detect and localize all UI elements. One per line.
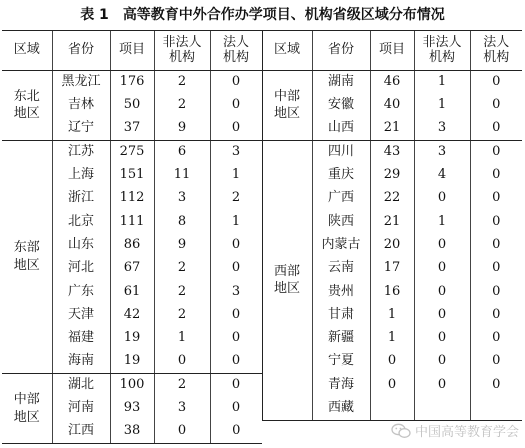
projects-cell: 38 <box>110 420 154 443</box>
projects-cell: 275 <box>110 140 154 163</box>
legal-cell: 0 <box>210 327 262 350</box>
projects-cell: 37 <box>110 117 154 140</box>
province-cell: 山东 <box>52 234 110 257</box>
watermark <box>391 421 519 440</box>
projects-cell: 0 <box>370 374 414 397</box>
non-legal-cell: 3 <box>154 397 210 420</box>
province-cell: 北京 <box>52 210 110 233</box>
projects-cell: 17 <box>370 257 414 280</box>
non-legal-cell: 1 <box>414 71 470 94</box>
projects-cell: 16 <box>370 280 414 303</box>
projects-cell: 176 <box>110 71 154 94</box>
header-region: 区域 <box>262 31 312 71</box>
legal-cell: 1 <box>210 210 262 233</box>
legal-cell <box>470 397 522 420</box>
non-legal-cell: 0 <box>414 374 470 397</box>
legal-cell: 0 <box>210 234 262 257</box>
legal-cell: 0 <box>210 397 262 420</box>
table-number: 表 1 <box>80 6 109 23</box>
non-legal-cell: 0 <box>414 327 470 350</box>
projects-cell: 42 <box>110 304 154 327</box>
province-cell: 山西 <box>312 117 370 140</box>
non-legal-cell: 2 <box>154 71 210 94</box>
header-legal: 法人 机构 <box>470 31 522 71</box>
projects-cell: 19 <box>110 350 154 373</box>
non-legal-cell: 2 <box>154 304 210 327</box>
non-legal-cell: 0 <box>154 420 210 443</box>
non-legal-cell: 3 <box>414 117 470 140</box>
legal-cell: 0 <box>470 164 522 187</box>
region-cell: 东北 地区 <box>2 71 52 141</box>
projects-cell <box>370 397 414 420</box>
legal-cell: 0 <box>470 304 522 327</box>
non-legal-cell: 8 <box>154 210 210 233</box>
projects-cell: 86 <box>110 234 154 257</box>
legal-cell: 0 <box>470 117 522 140</box>
province-cell: 内蒙古 <box>312 234 370 257</box>
projects-cell: 1 <box>370 327 414 350</box>
legal-cell: 0 <box>210 374 262 397</box>
projects-cell: 0 <box>370 350 414 373</box>
legal-cell: 0 <box>210 257 262 280</box>
table-caption <box>0 0 525 27</box>
projects-cell: 151 <box>110 164 154 187</box>
table-row <box>2 71 522 94</box>
province-cell: 广西 <box>312 187 370 210</box>
legal-cell: 0 <box>470 350 522 373</box>
projects-cell: 21 <box>370 117 414 140</box>
non-legal-cell: 0 <box>414 257 470 280</box>
projects-cell: 67 <box>110 257 154 280</box>
projects-cell: 40 <box>370 94 414 117</box>
legal-cell: 0 <box>470 140 522 163</box>
projects-cell: 29 <box>370 164 414 187</box>
province-cell: 福建 <box>52 327 110 350</box>
non-legal-cell: 9 <box>154 117 210 140</box>
table-row <box>2 140 522 163</box>
legal-cell: 0 <box>210 117 262 140</box>
non-legal-cell: 0 <box>414 304 470 327</box>
region-cell: 东部 地区 <box>2 140 52 373</box>
legal-cell: 0 <box>210 71 262 94</box>
non-legal-cell: 9 <box>154 234 210 257</box>
province-cell: 青海 <box>312 374 370 397</box>
province-cell: 安徽 <box>312 94 370 117</box>
province-cell: 湖北 <box>52 374 110 397</box>
legal-cell: 0 <box>470 187 522 210</box>
province-cell: 辽宁 <box>52 117 110 140</box>
region-cell: 西部 地区 <box>262 140 312 420</box>
legal-cell: 2 <box>210 187 262 210</box>
projects-cell: 43 <box>370 140 414 163</box>
non-legal-cell: 1 <box>154 327 210 350</box>
province-cell: 黑龙江 <box>52 71 110 94</box>
non-legal-cell: 2 <box>154 280 210 303</box>
header-non-legal: 非法人 机构 <box>154 31 210 71</box>
province-cell: 浙江 <box>52 187 110 210</box>
province-cell: 海南 <box>52 350 110 373</box>
projects-cell: 111 <box>110 210 154 233</box>
province-cell: 河南 <box>52 397 110 420</box>
region-cell: 中部 地区 <box>262 71 312 141</box>
province-cell: 西藏 <box>312 397 370 420</box>
wechat-icon <box>391 423 411 439</box>
header-region: 区域 <box>2 31 52 71</box>
non-legal-cell: 3 <box>154 187 210 210</box>
legal-cell: 1 <box>210 164 262 187</box>
non-legal-cell: 2 <box>154 257 210 280</box>
non-legal-cell: 3 <box>414 140 470 163</box>
projects-cell: 112 <box>110 187 154 210</box>
legal-cell: 0 <box>470 71 522 94</box>
province-cell: 重庆 <box>312 164 370 187</box>
province-cell: 四川 <box>312 140 370 163</box>
legal-cell: 0 <box>470 374 522 397</box>
legal-cell: 0 <box>210 304 262 327</box>
header-projects: 项目 <box>370 31 414 71</box>
header-legal: 法人 机构 <box>210 31 262 71</box>
province-cell: 江苏 <box>52 140 110 163</box>
legal-cell: 0 <box>210 94 262 117</box>
non-legal-cell: 0 <box>154 350 210 373</box>
projects-cell: 50 <box>110 94 154 117</box>
watermark-text: 中国高等教育学会 <box>414 425 519 440</box>
non-legal-cell: 6 <box>154 140 210 163</box>
projects-cell: 22 <box>370 187 414 210</box>
projects-cell: 20 <box>370 234 414 257</box>
legal-cell: 0 <box>470 280 522 303</box>
province-cell: 宁夏 <box>312 350 370 373</box>
province-cell: 河北 <box>52 257 110 280</box>
table-title: 高等教育中外合作办学项目、机构省级区域分布情况 <box>122 6 445 23</box>
header-province: 省份 <box>312 31 370 71</box>
header-row <box>2 31 522 71</box>
province-cell: 甘肃 <box>312 304 370 327</box>
non-legal-cell <box>414 397 470 420</box>
projects-cell: 1 <box>370 304 414 327</box>
non-legal-cell: 0 <box>414 187 470 210</box>
non-legal-cell: 11 <box>154 164 210 187</box>
province-cell: 江西 <box>52 420 110 443</box>
projects-cell: 61 <box>110 280 154 303</box>
distribution-table <box>2 30 522 444</box>
projects-cell: 21 <box>370 210 414 233</box>
non-legal-cell: 2 <box>154 94 210 117</box>
header-non-legal: 非法人 机构 <box>414 31 470 71</box>
province-cell: 陕西 <box>312 210 370 233</box>
legal-cell: 0 <box>470 234 522 257</box>
province-cell: 贵州 <box>312 280 370 303</box>
non-legal-cell: 1 <box>414 210 470 233</box>
legal-cell: 0 <box>470 257 522 280</box>
province-cell: 湖南 <box>312 71 370 94</box>
province-cell: 新疆 <box>312 327 370 350</box>
non-legal-cell: 0 <box>414 234 470 257</box>
projects-cell: 100 <box>110 374 154 397</box>
province-cell: 广东 <box>52 280 110 303</box>
legal-cell: 0 <box>470 327 522 350</box>
non-legal-cell: 0 <box>414 280 470 303</box>
projects-cell: 46 <box>370 71 414 94</box>
header-projects: 项目 <box>110 31 154 71</box>
legal-cell: 3 <box>210 140 262 163</box>
header-province: 省份 <box>52 31 110 71</box>
legal-cell: 3 <box>210 280 262 303</box>
legal-cell: 0 <box>470 210 522 233</box>
projects-cell: 93 <box>110 397 154 420</box>
non-legal-cell: 4 <box>414 164 470 187</box>
non-legal-cell: 2 <box>154 374 210 397</box>
province-cell: 吉林 <box>52 94 110 117</box>
non-legal-cell: 1 <box>414 94 470 117</box>
region-cell: 中部 地区 <box>2 374 52 444</box>
province-cell: 天津 <box>52 304 110 327</box>
non-legal-cell: 0 <box>414 350 470 373</box>
province-cell: 上海 <box>52 164 110 187</box>
legal-cell: 0 <box>470 94 522 117</box>
legal-cell: 0 <box>210 350 262 373</box>
province-cell: 云南 <box>312 257 370 280</box>
legal-cell: 0 <box>210 420 262 443</box>
projects-cell: 19 <box>110 327 154 350</box>
